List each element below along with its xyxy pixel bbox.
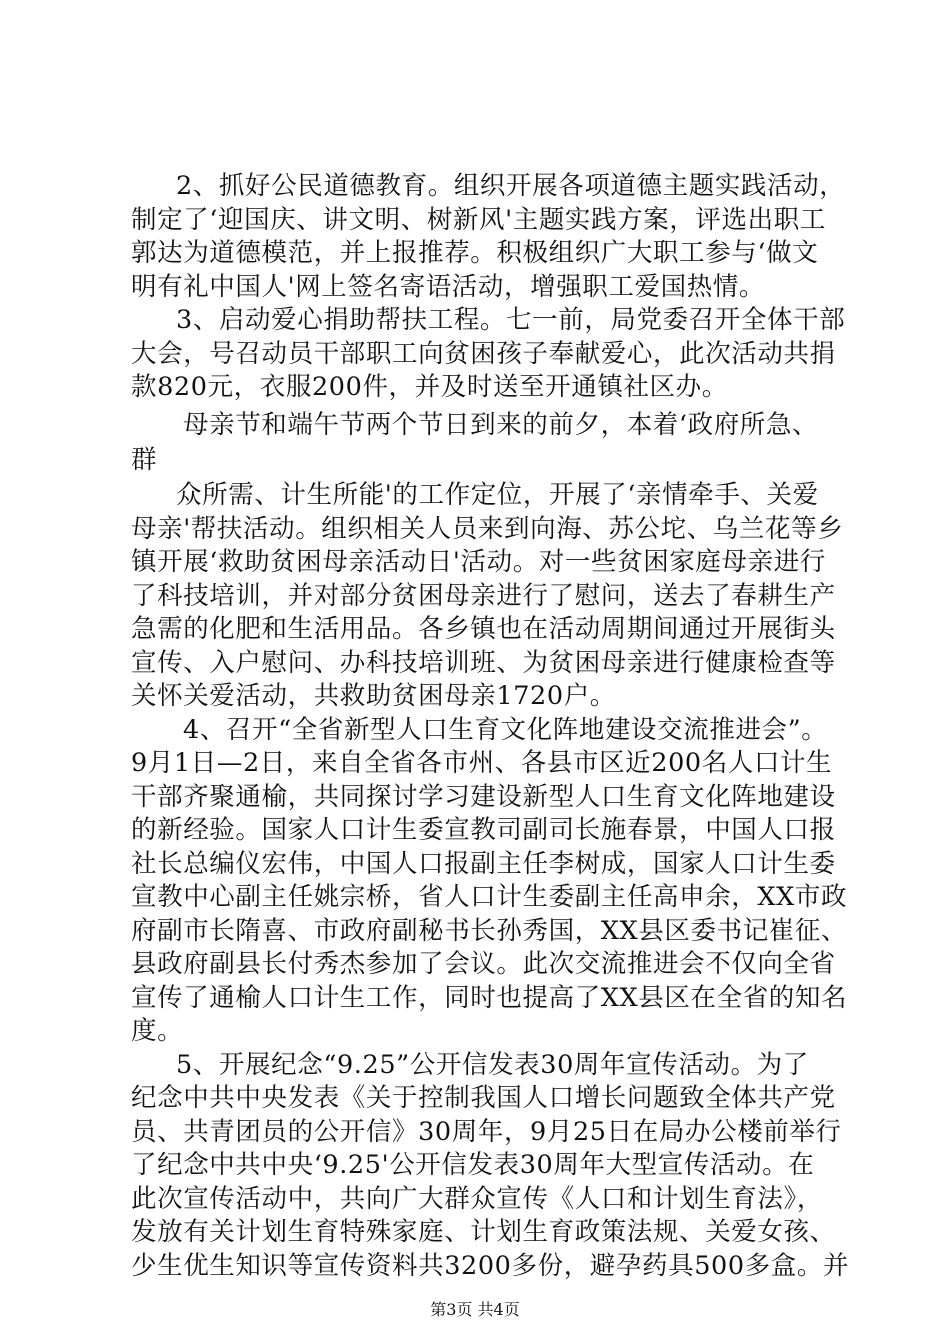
text-line: 少生优生知识等宣传资料共3200多份，避孕药具500多盒。并	[131, 1251, 850, 1281]
text-line: 制定了‘迎国庆、讲文明、树新风'主题实践方案，评选出职工	[131, 205, 826, 235]
text-line: 母亲'帮扶活动。组织相关人员来到向海、苏公坨、乌兰花等乡	[131, 514, 844, 544]
text-line: 干部齐聚通榆，共同探讨学习建设新型人口生育文化阵地建设	[131, 782, 836, 812]
text-line: 了科技培训，并对部分贫困母亲进行了慰问，送去了春耕生产	[131, 581, 836, 611]
text-line: 此次宣传活动中，共向广大群众宣传《人口和计划生育法》，	[131, 1184, 823, 1214]
text-line: 众所需、计生所能'的工作定位，开展了‘亲情牵手、关爱	[176, 480, 819, 510]
text-line: 宣传了通榆人口计生工作，同时也提高了XX县区在全省的知名	[131, 983, 848, 1013]
text-line: 度。	[131, 1016, 184, 1046]
text-line: 发放有关计划生育特殊家庭、计划生育政策法规、关爱女孩、	[131, 1217, 836, 1247]
text-line: 员、共青团员的公开信》30周年，9月25日在局办公楼前举行	[131, 1117, 842, 1147]
text-line: 宣传、入户慰问、办科技培训班、为贫困母亲进行健康检查等	[131, 648, 836, 678]
text-line: 镇开展‘救助贫困母亲活动日'活动。对一些贫困家庭母亲进行	[131, 547, 826, 577]
text-line: 母亲节和端午节两个节日到来的前夕，本着‘政府所急、	[183, 410, 819, 440]
text-line: 9月1日—2日，来自全省各市州、各县市区近200名人口计生	[131, 748, 833, 778]
text-line: 群	[131, 445, 158, 475]
text-line: 宣教中心副主任姚宗桥，省人口计生委副主任高申余，XX市政	[131, 882, 848, 912]
text-line: 了纪念中共中央‘9.25'公开信发表30周年大型宣传活动。在	[131, 1150, 815, 1180]
page-number-footer: 第3页 共4页	[430, 1300, 520, 1319]
text-line: 的新经验。国家人口计生委宣教司副司长施春景，中国人口报	[131, 815, 836, 845]
text-line: 4、召开“全省新型人口生育文化阵地建设交流推进会”。	[183, 715, 828, 745]
text-line: 3、启动爱心捐助帮扶工程。七一前，局党委召开全体干部	[176, 305, 846, 335]
text-line: 县政府副县长付秀杰参加了会议。此次交流推进会不仅向全省	[131, 949, 836, 979]
text-line: 款820元，衣服200件，并及时送至开通镇社区办。	[131, 372, 728, 402]
text-line: 社长总编仪宏伟，中国人口报副主任李树成，国家人口计生委	[131, 849, 836, 879]
text-line: 郭达为道德模范，并上报推荐。积极组织广大职工参与‘做文	[131, 238, 819, 268]
text-line: 关怀关爱活动，共救助贫困母亲1720户。	[131, 681, 616, 711]
text-line: 府副市长隋喜、市政府副秘书长孙秀国，XX县区委书记崔征、	[131, 916, 848, 946]
text-line: 大会，号召动员干部职工向贫困孩子奉献爱心，此次活动共捐	[131, 339, 836, 369]
text-line: 急需的化肥和生活用品。各乡镇也在活动周期间通过开展街头	[131, 614, 836, 644]
text-line: 纪念中共中央发表《关于控制我国人口增长问题致全体共产党	[131, 1083, 836, 1113]
text-line: 5、开展纪念“9.25”公开信发表30周年宣传活动。为了	[176, 1050, 809, 1080]
text-line: 2、抓好公民道德教育。组织开展各项道德主题实践活动，	[176, 171, 846, 201]
text-line: 明有礼中国人'网上签名寄语活动，增强职工爱国热情。	[131, 272, 766, 302]
